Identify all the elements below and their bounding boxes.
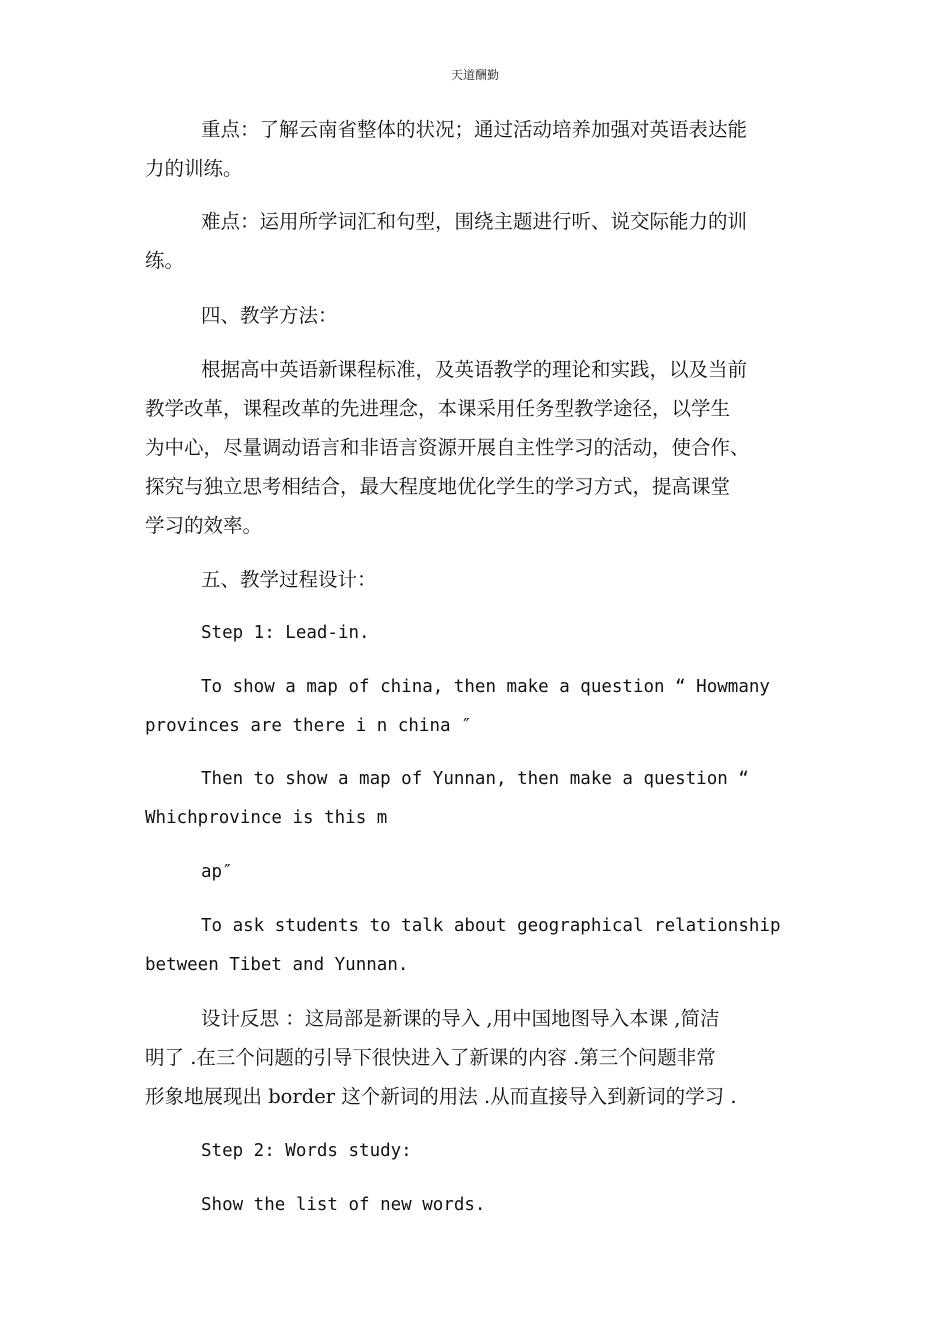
paragraph-line: 学习的效率。 bbox=[145, 514, 263, 537]
paragraph-line: 形象地展现出 border 这个新词的用法 .从而直接导入到新词的学习 . bbox=[145, 1085, 737, 1108]
page-header: 天道酬勤 bbox=[450, 68, 499, 82]
paragraph-line: To ask students to talk about geographical relationship bbox=[201, 916, 781, 936]
yunnan-map-question-end bbox=[145, 853, 813, 892]
section-five-heading bbox=[145, 560, 813, 599]
section-four-heading bbox=[145, 296, 813, 335]
paragraph-line: 设计反思 ：这局部是新课的导入 ,用中国地图导入本课 ,简洁 bbox=[201, 1007, 720, 1030]
step-title: Step 1: Lead-in. bbox=[201, 623, 370, 643]
step-title: Step 2: Words study: bbox=[201, 1141, 412, 1161]
paragraph-line: 明了 .在三个问题的引导下很快进入了新课的内容 .第三个问题非常 bbox=[145, 1046, 716, 1069]
new-words-paragraph bbox=[145, 1186, 813, 1225]
key-points-paragraph bbox=[145, 110, 813, 188]
difficult-points-paragraph bbox=[145, 202, 813, 280]
heading-text: 四、教学方法： bbox=[201, 304, 338, 327]
paragraph-line: To show a map of china, then make a question “ Howmany bbox=[201, 677, 770, 697]
design-reflection-paragraph bbox=[145, 999, 813, 1116]
paragraph-line: 根据高中英语新课程标准，及英语教学的理论和实践，以及当前 bbox=[201, 358, 748, 381]
paragraph-line: 探究与独立思考相结合，最大程度地优化学生的学习方式，提高课堂 bbox=[145, 475, 731, 498]
paragraph-line: 难点：运用所学词汇和句型，围绕主题进行听、说交际能力的训 bbox=[201, 210, 748, 233]
paragraph-line: 练。 bbox=[145, 249, 185, 272]
paragraph-line: Show the list of new words. bbox=[201, 1195, 486, 1215]
yunnan-map-question-paragraph bbox=[145, 760, 813, 838]
paragraph-line: 教学改革，课程改革的先进理念，本课采用任务型教学途径，以学生 bbox=[145, 397, 731, 420]
step-two-heading bbox=[145, 1132, 813, 1171]
heading-text: 五、教学过程设计： bbox=[201, 568, 377, 591]
paragraph-line: provinces are there i n china ″ bbox=[145, 716, 472, 736]
paragraph-line: ap″ bbox=[201, 862, 233, 882]
teaching-method-paragraph bbox=[145, 350, 813, 545]
geography-task-paragraph bbox=[145, 907, 813, 985]
step-one-heading bbox=[145, 614, 813, 653]
paragraph-line: Whichprovince is this m bbox=[145, 808, 388, 828]
paragraph-line: 为中心，尽量调动语言和非语言资源开展自主性学习的活动，使合作、 bbox=[145, 436, 750, 459]
paragraph-line: between Tibet and Yunnan. bbox=[145, 955, 409, 975]
paragraph-line: Then to show a map of Yunnan, then make a question “ bbox=[201, 769, 749, 789]
china-map-question-paragraph bbox=[145, 668, 813, 746]
paragraph-line: 重点：了解云南省整体的状况；通过活动培养加强对英语表达能 bbox=[201, 118, 748, 141]
paragraph-line: 力的训练。 bbox=[145, 157, 243, 180]
